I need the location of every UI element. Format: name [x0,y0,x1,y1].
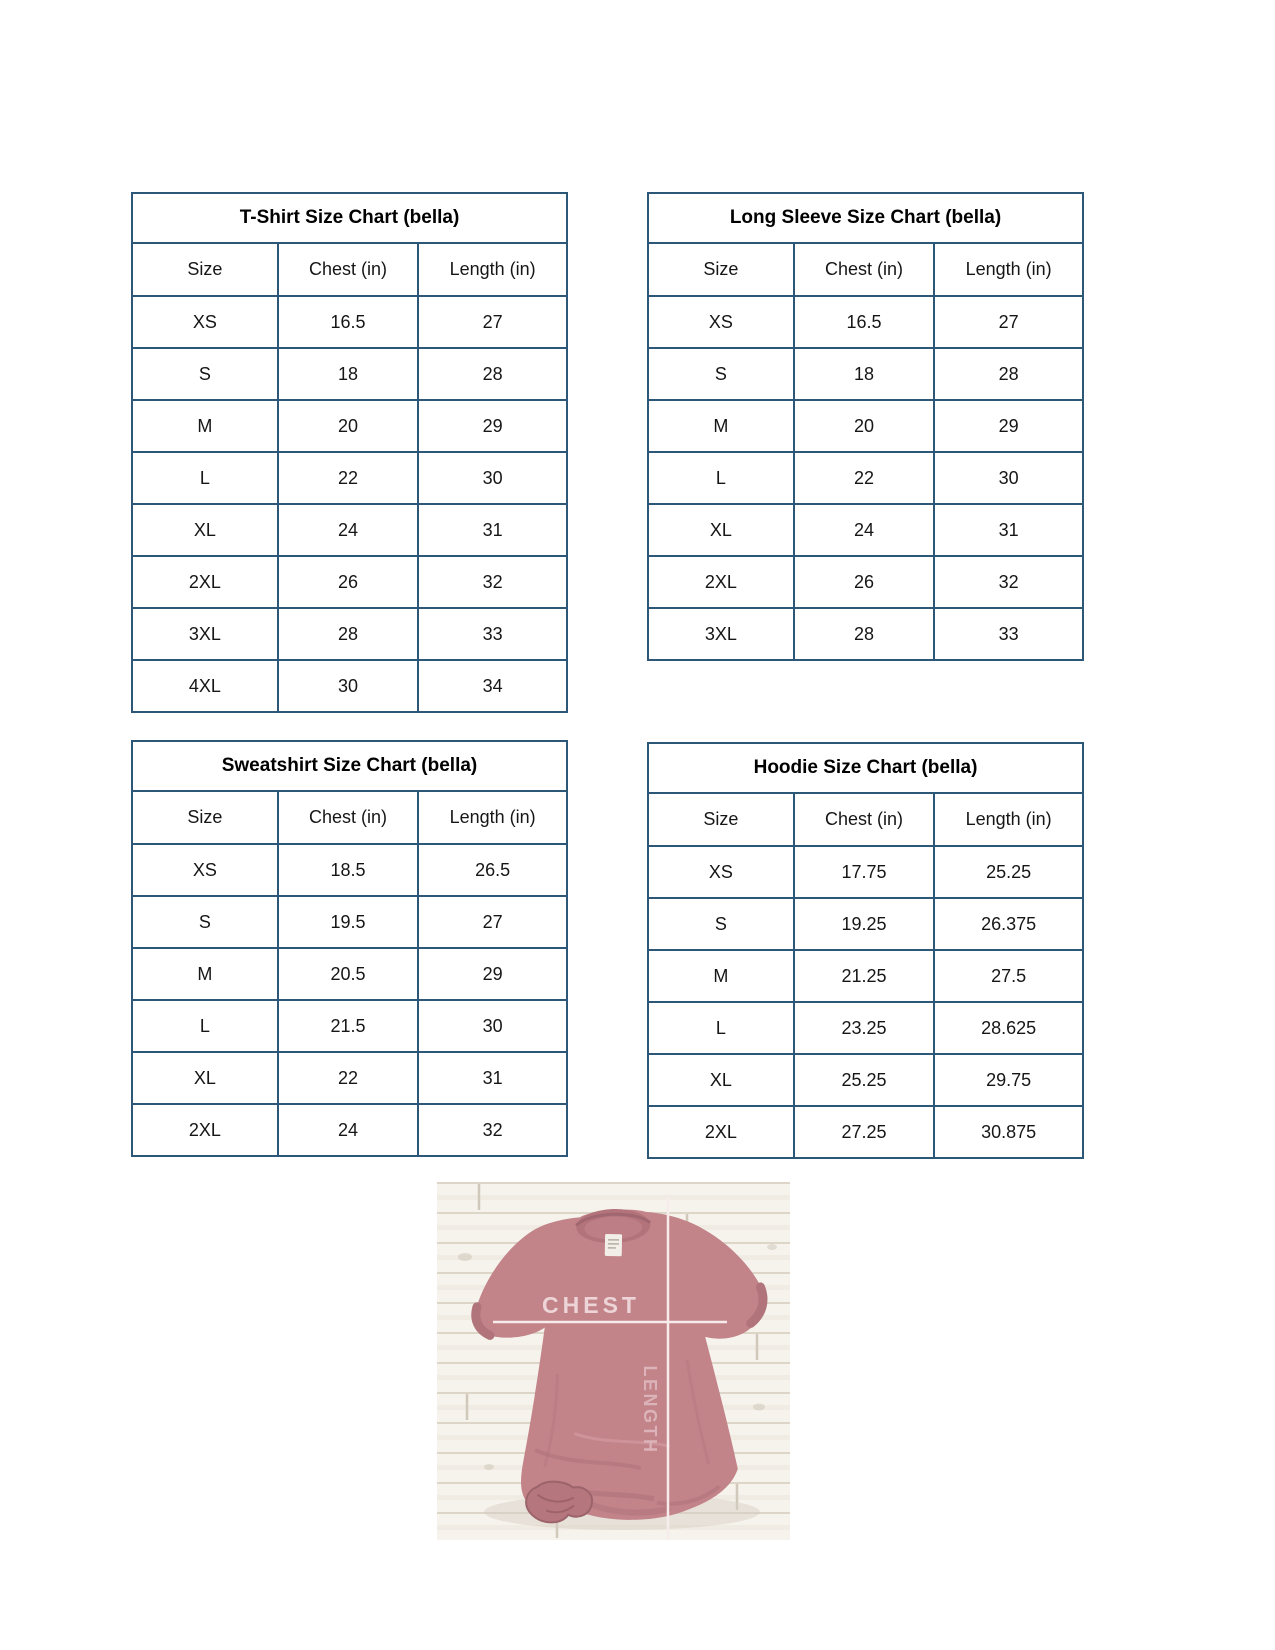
column-header: Length (in) [418,243,567,296]
size-cell: XL [648,1054,794,1106]
size-cell: L [132,1000,278,1052]
chest-label: CHEST [542,1292,640,1318]
length-cell: 30 [418,1000,567,1052]
size-cell: XL [132,1052,278,1104]
size-row [132,1052,567,1104]
size-row [132,400,567,452]
table-title-row [132,741,567,791]
chest-cell: 30 [278,660,419,712]
size-row [132,504,567,556]
column-header: Size [648,243,794,296]
chest-cell: 22 [278,452,419,504]
chest-cell: 24 [794,504,935,556]
size-row [648,846,1083,898]
chest-cell: 22 [278,1052,419,1104]
size-cell: XL [132,504,278,556]
length-cell: 31 [418,504,567,556]
chest-cell: 24 [278,504,419,556]
length-cell: 30 [418,452,567,504]
table-header-row [648,243,1083,296]
chest-cell: 18 [278,348,419,400]
length-cell: 26.5 [418,844,567,896]
length-cell: 32 [418,1104,567,1156]
column-header: Size [132,791,278,844]
chest-cell: 28 [278,608,419,660]
chest-cell: 27.25 [794,1106,935,1158]
tshirt-size-table [131,192,568,713]
size-cell: XL [648,504,794,556]
chest-cell: 28 [794,608,935,660]
size-row [648,608,1083,660]
size-row [132,348,567,400]
chest-cell: 26 [794,556,935,608]
size-cell: 4XL [132,660,278,712]
column-header: Chest (in) [794,793,935,846]
chest-cell: 18.5 [278,844,419,896]
size-row [648,1002,1083,1054]
chest-cell: 26 [278,556,419,608]
size-cell: S [132,348,278,400]
length-cell: 28 [418,348,567,400]
chest-cell: 16.5 [278,296,419,348]
length-label: LENGTH [640,1365,660,1455]
chest-cell: 19.5 [278,896,419,948]
chest-cell: 18 [794,348,935,400]
chest-cell: 19.25 [794,898,935,950]
length-cell: 29.75 [934,1054,1083,1106]
length-cell: 25.25 [934,846,1083,898]
table-title: Long Sleeve Size Chart (bella) [648,193,1083,243]
size-row [132,844,567,896]
length-cell: 31 [934,504,1083,556]
length-cell: 28 [934,348,1083,400]
table-header-row [132,243,567,296]
length-cell: 27 [934,296,1083,348]
size-cell: L [132,452,278,504]
size-cell: 3XL [132,608,278,660]
size-row [132,556,567,608]
size-cell: XS [648,296,794,348]
size-cell: 2XL [132,556,278,608]
length-cell: 26.375 [934,898,1083,950]
column-header: Chest (in) [794,243,935,296]
length-cell: 30 [934,452,1083,504]
chest-cell: 20.5 [278,948,419,1000]
size-row [648,400,1083,452]
size-row [648,556,1083,608]
size-cell: 2XL [132,1104,278,1156]
neck-tag [604,1233,623,1256]
length-cell: 32 [418,556,567,608]
column-header: Size [132,243,278,296]
size-cell: M [132,400,278,452]
chest-cell: 23.25 [794,1002,935,1054]
length-cell: 27.5 [934,950,1083,1002]
table-title: Sweatshirt Size Chart (bella) [132,741,567,791]
longsleeve-size-table [647,192,1084,661]
size-cell: XS [132,296,278,348]
size-cell: XS [648,846,794,898]
size-cell: S [648,348,794,400]
size-row [648,504,1083,556]
size-cell: S [648,898,794,950]
size-row [132,296,567,348]
size-row [648,1054,1083,1106]
length-cell: 28.625 [934,1002,1083,1054]
length-cell: 29 [418,400,567,452]
length-cell: 31 [418,1052,567,1104]
size-cell: M [648,400,794,452]
length-cell: 27 [418,896,567,948]
column-header: Size [648,793,794,846]
chest-cell: 21.25 [794,950,935,1002]
length-cell: 33 [418,608,567,660]
chest-cell: 25.25 [794,1054,935,1106]
table-header-row [648,793,1083,846]
column-header: Length (in) [934,243,1083,296]
size-row [648,296,1083,348]
chest-cell: 16.5 [794,296,935,348]
column-header: Length (in) [418,791,567,844]
size-cell: 2XL [648,556,794,608]
size-row [648,950,1083,1002]
size-row [132,660,567,712]
length-cell: 32 [934,556,1083,608]
table-title-row [132,193,567,243]
column-header: Chest (in) [278,791,419,844]
size-row [648,1106,1083,1158]
table-title: Hoodie Size Chart (bella) [648,743,1083,793]
size-cell: S [132,896,278,948]
sweatshirt-size-table [131,740,568,1157]
chest-cell: 21.5 [278,1000,419,1052]
tshirt-measurement-photo [437,1182,790,1540]
size-cell: XS [132,844,278,896]
length-cell: 29 [418,948,567,1000]
size-row [132,1000,567,1052]
table-title-row [648,743,1083,793]
chest-cell: 22 [794,452,935,504]
chest-cell: 20 [278,400,419,452]
column-header: Length (in) [934,793,1083,846]
measurement-diagram [437,1182,790,1540]
size-cell: L [648,452,794,504]
table-header-row [132,791,567,844]
chest-cell: 17.75 [794,846,935,898]
size-row [132,948,567,1000]
hoodie-size-table [647,742,1084,1159]
column-header: Chest (in) [278,243,419,296]
size-row [648,898,1083,950]
table-title-row [648,193,1083,243]
length-cell: 33 [934,608,1083,660]
length-cell: 27 [418,296,567,348]
size-cell: L [648,1002,794,1054]
size-cell: 3XL [648,608,794,660]
size-cell: M [132,948,278,1000]
size-row [132,1104,567,1156]
size-row [132,896,567,948]
size-row [648,452,1083,504]
table-title: T-Shirt Size Chart (bella) [132,193,567,243]
chest-cell: 20 [794,400,935,452]
length-cell: 34 [418,660,567,712]
size-row [648,348,1083,400]
chest-cell: 24 [278,1104,419,1156]
size-row [132,608,567,660]
size-cell: 2XL [648,1106,794,1158]
size-cell: M [648,950,794,1002]
length-cell: 29 [934,400,1083,452]
size-row [132,452,567,504]
length-cell: 30.875 [934,1106,1083,1158]
